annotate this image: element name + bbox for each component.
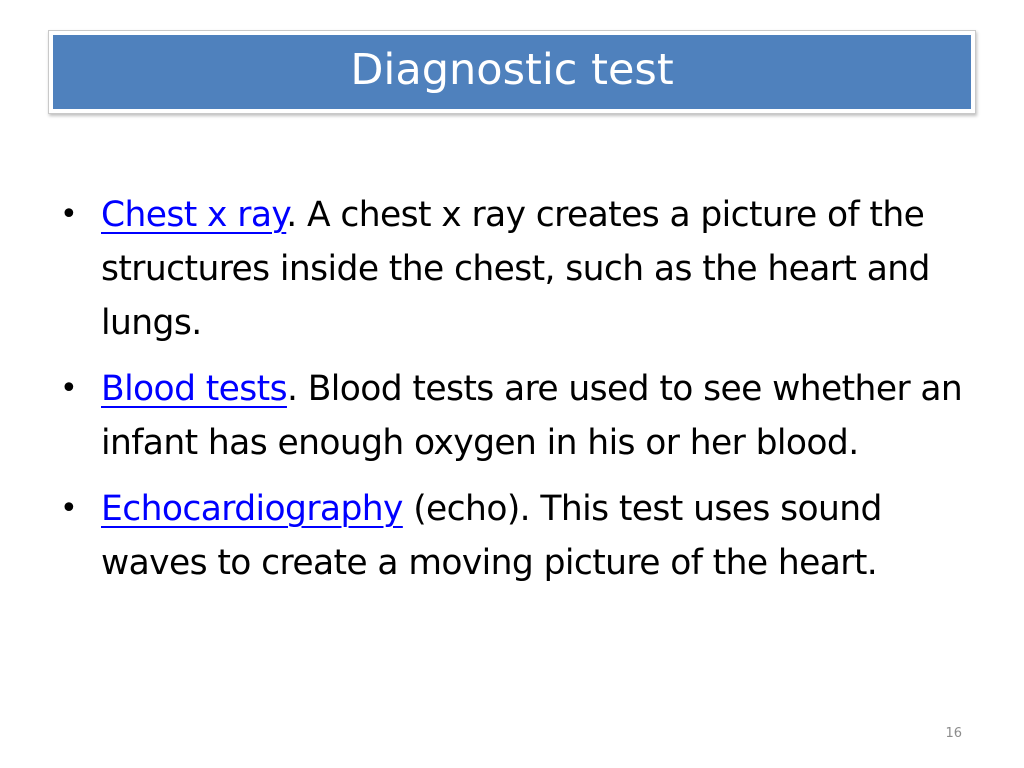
bullet-text: . Blood tests are used to see whether an infant has enough oxygen in his or her blood. xyxy=(101,369,963,463)
bullet-text: . A chest x ray creates a picture of the structures inside the chest, such as the heart and lungs. xyxy=(101,195,930,343)
bullet-dot-icon: • xyxy=(60,371,78,406)
chest-x-ray-link[interactable]: Chest x ray xyxy=(101,195,287,235)
bullet-item-blood-tests xyxy=(60,362,980,470)
echocardiography-link[interactable]: Echocardiography xyxy=(101,489,403,529)
bullet-item-chest-x-ray xyxy=(60,188,980,350)
slide-title: Diagnostic test xyxy=(350,44,674,95)
bullet-dot-icon: • xyxy=(60,491,78,526)
blood-tests-link[interactable]: Blood tests xyxy=(101,369,287,409)
title-frame xyxy=(48,30,976,114)
bullet-list xyxy=(60,188,980,602)
bullet-text: (echo). This test uses sound waves to create a moving picture of the heart. xyxy=(101,489,882,583)
title-bar xyxy=(53,35,971,109)
slide-number: 16 xyxy=(945,726,962,741)
bullet-item-echocardiography xyxy=(60,482,980,590)
bullet-dot-icon: • xyxy=(60,197,78,232)
